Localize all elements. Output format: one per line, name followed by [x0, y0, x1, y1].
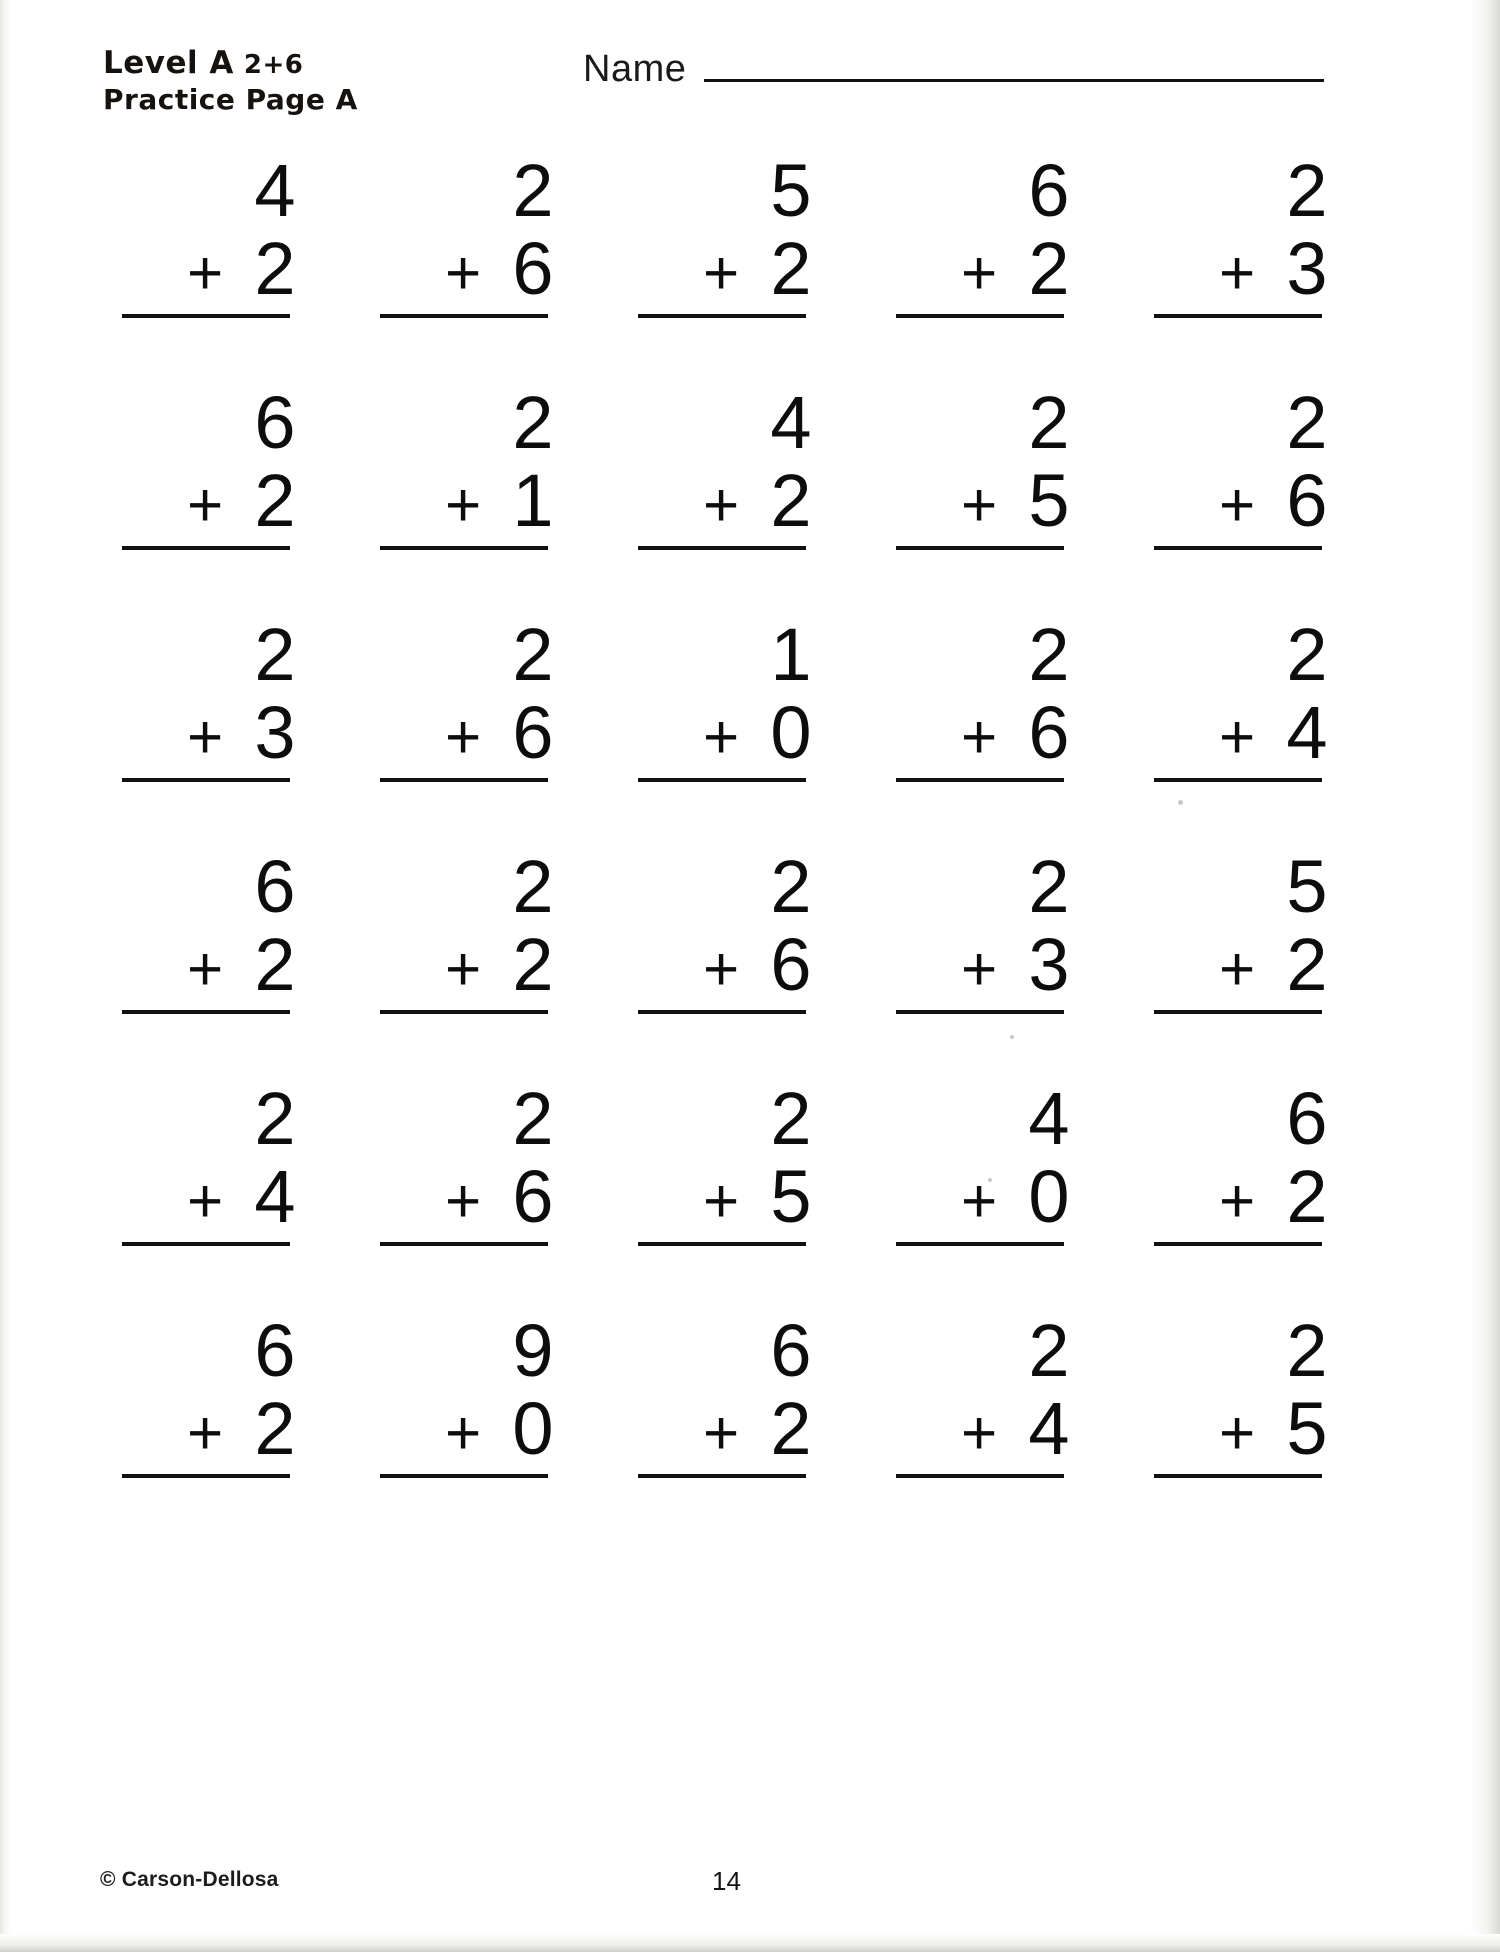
problem-item[interactable] — [870, 1309, 1128, 1544]
addend-bottom: 1 — [512, 459, 554, 542]
worksheet-footer — [0, 1868, 1500, 1908]
addend-top: 5 — [1286, 845, 1328, 928]
plus-icon: + — [703, 703, 740, 772]
answer-space[interactable] — [118, 318, 303, 376]
problem-item[interactable] — [96, 1309, 354, 1544]
answer-space[interactable] — [1150, 318, 1335, 376]
answer-space[interactable] — [1150, 782, 1335, 840]
answer-space[interactable] — [376, 1014, 561, 1072]
plus-icon: + — [445, 471, 482, 540]
plus-icon: + — [445, 1167, 482, 1236]
problem-row — [96, 1309, 1386, 1544]
plus-icon: + — [187, 703, 224, 772]
problem-item[interactable] — [1128, 1077, 1386, 1312]
addend-top: 2 — [512, 149, 554, 232]
plus-icon: + — [703, 1167, 740, 1236]
problem-row — [96, 1077, 1386, 1312]
plus-icon: + — [187, 239, 224, 308]
addend-top: 4 — [254, 149, 296, 232]
plus-icon: + — [1219, 703, 1256, 772]
answer-space[interactable] — [634, 318, 819, 376]
plus-icon: + — [187, 1399, 224, 1468]
addend-top: 6 — [770, 1309, 812, 1392]
answer-space[interactable] — [634, 1478, 819, 1536]
addend-bottom: 5 — [1286, 1387, 1328, 1470]
worksheet-header — [0, 0, 1500, 150]
addend-bottom: 2 — [1286, 1155, 1328, 1238]
page-number: 14 — [712, 1866, 741, 1896]
answer-space[interactable] — [1150, 1014, 1335, 1072]
problem-row — [96, 149, 1386, 384]
addend-top: 6 — [254, 381, 296, 464]
addend-top: 6 — [1286, 1077, 1328, 1160]
problem-item[interactable] — [870, 1077, 1128, 1312]
addend-top: 6 — [1028, 149, 1070, 232]
addend-bottom: 2 — [770, 227, 812, 310]
plus-icon: + — [703, 471, 740, 540]
addend-bottom: 3 — [254, 691, 296, 774]
problem-item[interactable] — [612, 1077, 870, 1312]
problem-row — [96, 613, 1386, 848]
addend-bottom: 5 — [1028, 459, 1070, 542]
problem-item[interactable] — [96, 845, 354, 1080]
problem-item[interactable] — [354, 381, 612, 616]
fact-label: 2+6 — [243, 50, 304, 80]
answer-space[interactable] — [1150, 550, 1335, 608]
plus-icon: + — [187, 1167, 224, 1236]
addend-bottom: 4 — [254, 1155, 296, 1238]
title-line-level — [103, 45, 358, 83]
addend-bottom: 6 — [512, 1155, 554, 1238]
addend-bottom: 2 — [254, 923, 296, 1006]
problem-item[interactable] — [96, 1077, 354, 1312]
answer-space[interactable] — [634, 550, 819, 608]
addend-bottom: 6 — [1028, 691, 1070, 774]
plus-icon: + — [1219, 239, 1256, 308]
plus-icon: + — [1219, 935, 1256, 1004]
plus-icon: + — [961, 703, 998, 772]
addend-top: 2 — [512, 845, 554, 928]
plus-icon: + — [445, 703, 482, 772]
addend-bottom: 2 — [770, 459, 812, 542]
practice-page-label: Practice Page A — [103, 83, 358, 116]
answer-space[interactable] — [376, 1246, 561, 1304]
addend-top: 2 — [770, 845, 812, 928]
problem-item[interactable] — [1128, 149, 1386, 384]
addend-top: 4 — [770, 381, 812, 464]
scan-edge-left — [0, 0, 12, 1952]
plus-icon: + — [703, 935, 740, 1004]
plus-icon: + — [703, 1399, 740, 1468]
addend-top: 1 — [770, 613, 812, 696]
addend-top: 9 — [512, 1309, 554, 1392]
problem-item[interactable] — [354, 149, 612, 384]
problem-item[interactable] — [612, 613, 870, 848]
plus-icon: + — [1219, 1167, 1256, 1236]
problem-item[interactable] — [96, 381, 354, 616]
scan-edge-bottom — [0, 1934, 1500, 1952]
plus-icon: + — [1219, 1399, 1256, 1468]
answer-space[interactable] — [892, 1014, 1077, 1072]
addend-top: 2 — [512, 1077, 554, 1160]
addend-bottom: 0 — [770, 691, 812, 774]
addend-bottom: 0 — [1028, 1155, 1070, 1238]
addend-bottom: 3 — [1286, 227, 1328, 310]
problem-row — [96, 381, 1386, 616]
problem-item[interactable] — [870, 845, 1128, 1080]
addend-bottom: 2 — [1286, 923, 1328, 1006]
addend-bottom: 6 — [512, 227, 554, 310]
answer-space[interactable] — [376, 550, 561, 608]
plus-icon: + — [961, 1399, 998, 1468]
plus-icon: + — [187, 935, 224, 1004]
addend-top: 2 — [1028, 613, 1070, 696]
plus-icon: + — [445, 1399, 482, 1468]
plus-icon: + — [445, 935, 482, 1004]
addend-top: 2 — [254, 613, 296, 696]
addend-top: 6 — [254, 845, 296, 928]
addend-bottom: 2 — [512, 923, 554, 1006]
addend-top: 2 — [512, 381, 554, 464]
problem-item[interactable] — [354, 845, 612, 1080]
addend-top: 4 — [1028, 1077, 1070, 1160]
answer-space[interactable] — [376, 1478, 561, 1536]
problem-item[interactable] — [96, 613, 354, 848]
addend-bottom: 4 — [1286, 691, 1328, 774]
answer-space[interactable] — [892, 1478, 1077, 1536]
plus-icon: + — [961, 935, 998, 1004]
addend-top: 6 — [254, 1309, 296, 1392]
addend-bottom: 2 — [770, 1387, 812, 1470]
scan-edge-right — [1470, 0, 1500, 1952]
name-input-line[interactable] — [704, 79, 1324, 82]
answer-space[interactable] — [1150, 1478, 1335, 1536]
addend-top: 2 — [1028, 381, 1070, 464]
addend-top: 2 — [1286, 613, 1328, 696]
problem-item[interactable] — [96, 149, 354, 384]
name-field-group[interactable] — [583, 48, 1324, 91]
addend-top: 2 — [1286, 149, 1328, 232]
problem-item[interactable] — [612, 381, 870, 616]
plus-icon: + — [961, 471, 998, 540]
problem-item[interactable] — [612, 845, 870, 1080]
addend-bottom: 6 — [1286, 459, 1328, 542]
answer-space[interactable] — [118, 1014, 303, 1072]
answer-space[interactable] — [634, 782, 819, 840]
addend-bottom: 4 — [1028, 1387, 1070, 1470]
addend-top: 5 — [770, 149, 812, 232]
addend-bottom: 0 — [512, 1387, 554, 1470]
answer-space[interactable] — [892, 782, 1077, 840]
addend-bottom: 2 — [254, 1387, 296, 1470]
problem-item[interactable] — [1128, 1309, 1386, 1544]
answer-space[interactable] — [634, 1014, 819, 1072]
answer-space[interactable] — [892, 550, 1077, 608]
addend-bottom: 6 — [770, 923, 812, 1006]
problem-row — [96, 845, 1386, 1080]
plus-icon: + — [961, 1167, 998, 1236]
problem-item[interactable] — [870, 613, 1128, 848]
problem-item[interactable] — [870, 149, 1128, 384]
addend-top: 2 — [254, 1077, 296, 1160]
answer-space[interactable] — [118, 1478, 303, 1536]
answer-space[interactable] — [892, 318, 1077, 376]
problem-item[interactable] — [1128, 613, 1386, 848]
answer-space[interactable] — [892, 1246, 1077, 1304]
answer-space[interactable] — [118, 1246, 303, 1304]
problem-item[interactable] — [612, 1309, 870, 1544]
name-label: Name — [583, 48, 687, 90]
addend-bottom: 2 — [254, 227, 296, 310]
problem-item[interactable] — [1128, 381, 1386, 616]
plus-icon: + — [703, 239, 740, 308]
addend-top: 2 — [1028, 1309, 1070, 1392]
plus-icon: + — [187, 471, 224, 540]
addend-top: 2 — [1028, 845, 1070, 928]
answer-space[interactable] — [376, 318, 561, 376]
problem-item[interactable] — [354, 1309, 612, 1544]
answer-space[interactable] — [634, 1246, 819, 1304]
addend-top: 2 — [770, 1077, 812, 1160]
problem-item[interactable] — [612, 149, 870, 384]
addend-bottom: 2 — [1028, 227, 1070, 310]
addend-bottom: 6 — [512, 691, 554, 774]
problem-item[interactable] — [870, 381, 1128, 616]
addend-top: 2 — [1286, 381, 1328, 464]
level-label: Level A — [103, 45, 234, 81]
copyright-label: © Carson-Dellosa — [100, 1868, 279, 1891]
addend-bottom: 5 — [770, 1155, 812, 1238]
addend-bottom: 2 — [254, 459, 296, 542]
answer-space[interactable] — [376, 782, 561, 840]
plus-icon: + — [445, 239, 482, 308]
addend-top: 2 — [512, 613, 554, 696]
answer-space[interactable] — [1150, 1246, 1335, 1304]
page-title — [103, 45, 358, 117]
addend-bottom: 3 — [1028, 923, 1070, 1006]
addend-top: 2 — [1286, 1309, 1328, 1392]
plus-icon: + — [1219, 471, 1256, 540]
problems-grid — [96, 149, 1386, 1544]
problem-item[interactable] — [1128, 845, 1386, 1080]
answer-space[interactable] — [118, 550, 303, 608]
plus-icon: + — [961, 239, 998, 308]
answer-space[interactable] — [118, 782, 303, 840]
problem-item[interactable] — [354, 613, 612, 848]
problem-item[interactable] — [354, 1077, 612, 1312]
